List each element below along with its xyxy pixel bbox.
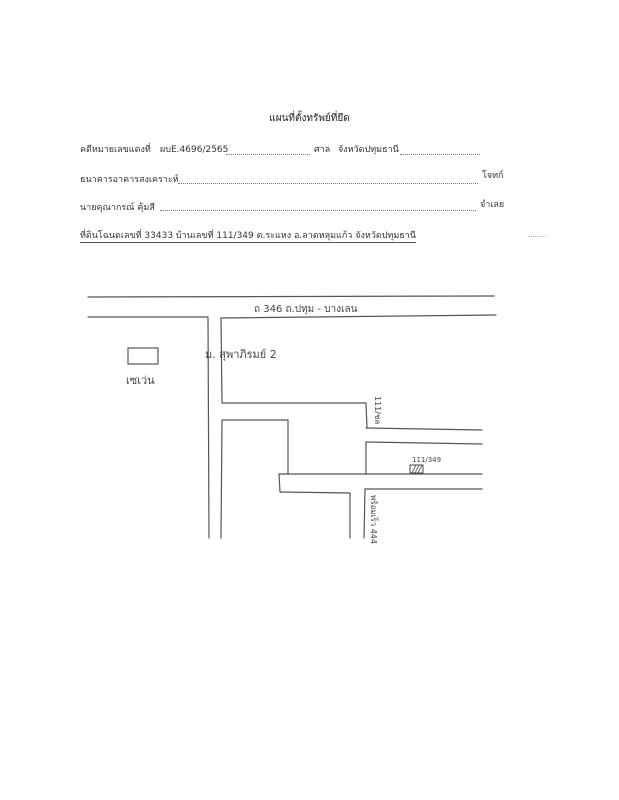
- court-label: ศาล: [314, 145, 331, 155]
- village-label: ม. สุพาภิรมย์ 2: [205, 348, 277, 361]
- soi-a-label: 111/ชล: [373, 396, 382, 425]
- case-number-value: ผบE.4696/2565: [160, 145, 229, 155]
- seven-eleven-box: [128, 348, 158, 364]
- right-road-1-bottom: [366, 442, 482, 444]
- main-road-label: ถ 346 ถ.ปทุม - บางเลน: [254, 304, 358, 315]
- defendant-role: จำเลย: [480, 200, 505, 210]
- landmark-label: เซเว่น: [126, 374, 155, 387]
- case-number-label: คดีหมายเลขแดงที่: [80, 145, 151, 155]
- defendant-name: นายคุณากรณ์ คุ้มสี: [80, 203, 155, 213]
- right-road-1-top: [366, 428, 482, 430]
- plaintiff-role: โจทก์: [482, 171, 504, 181]
- right-soi-segment-2: [364, 489, 365, 538]
- house-number-label: 111/349: [412, 456, 442, 464]
- upper-branch-road: [222, 403, 367, 428]
- plaintiff-name: ธนาคารอาคารสงเคราะห์: [80, 175, 179, 185]
- lower-block-left: [221, 420, 222, 538]
- inner-block-bottom: [280, 492, 350, 538]
- main-road-bottom-right: [221, 315, 496, 318]
- inner-block-top: [222, 420, 288, 492]
- court-value: จังหวัดปทุมธานี: [338, 145, 399, 155]
- document-title: แผนที่ตั้งทรัพย์ที่ยึด: [269, 113, 350, 124]
- property-description: ที่ดินโฉนดเลขที่ 33433 บ้านเลขที่ 111/349 ต.ระแหง อ.ลาดหลุมแก้ว จังหวัดปทุมธานี: [80, 228, 416, 243]
- soi-b-label: พร้อมเร็ว 444: [369, 495, 378, 544]
- property-marker: [410, 465, 423, 473]
- main-road-top-edge: [88, 296, 494, 297]
